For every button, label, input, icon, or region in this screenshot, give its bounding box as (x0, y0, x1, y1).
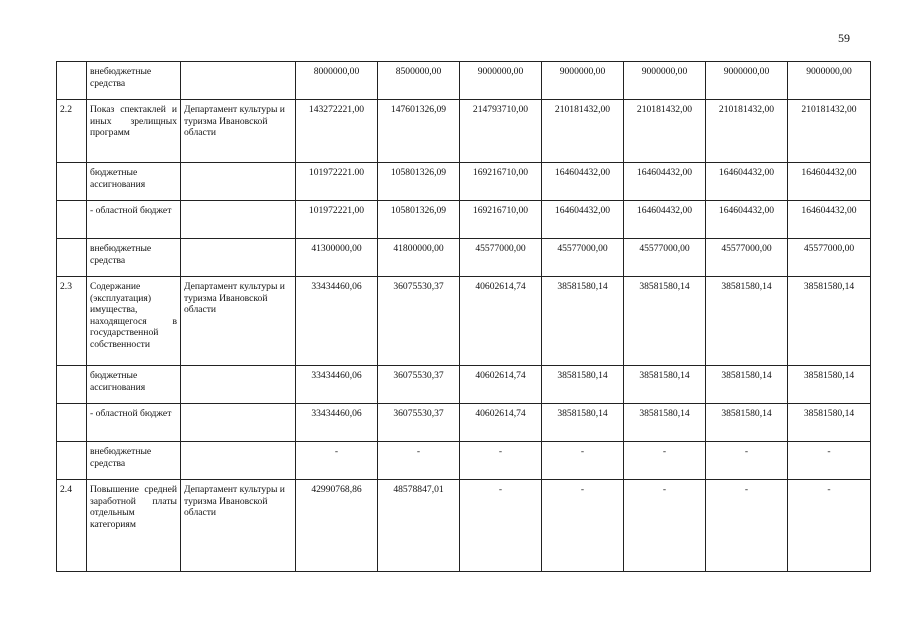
amount-cell: 101972221,00 (296, 201, 378, 239)
amount-cell: - (460, 442, 542, 480)
amount-cell: 45577000,00 (788, 239, 871, 277)
amount-cell: 38581580,14 (542, 404, 624, 442)
activity-name-cell: - областной бюджет (87, 404, 181, 442)
table-row (57, 100, 871, 163)
amount-cell: 164604432,00 (788, 163, 871, 201)
amount-cell: 9000000,00 (788, 62, 871, 100)
amount-cell: - (542, 480, 624, 572)
amount-cell: 8000000,00 (296, 62, 378, 100)
row-number-cell (57, 201, 87, 239)
amount-cell: 45577000,00 (542, 239, 624, 277)
amount-cell: 38581580,14 (624, 366, 706, 404)
amount-cell: - (788, 442, 871, 480)
table-row (57, 239, 871, 277)
responsible-cell (181, 62, 296, 100)
amount-cell: 169216710,00 (460, 163, 542, 201)
amount-cell: 33434460,06 (296, 366, 378, 404)
amount-cell: 143272221,00 (296, 100, 378, 163)
amount-cell: 36075530,37 (378, 277, 460, 366)
amount-cell: 9000000,00 (542, 62, 624, 100)
amount-cell: 42990768,86 (296, 480, 378, 572)
row-number-cell: 2.3 (57, 277, 87, 366)
amount-cell: 210181432,00 (542, 100, 624, 163)
row-number-cell (57, 163, 87, 201)
amount-cell: 38581580,14 (706, 277, 788, 366)
activity-name-cell: Показ спектаклей и иных зрелищных программ (87, 100, 181, 163)
amount-cell: 38581580,14 (706, 404, 788, 442)
table-body (57, 62, 871, 572)
amount-cell: 101972221.00 (296, 163, 378, 201)
table-row (57, 163, 871, 201)
amount-cell: 214793710,00 (460, 100, 542, 163)
row-number-cell (57, 404, 87, 442)
amount-cell: - (788, 480, 871, 572)
page-number: 59 (838, 31, 850, 45)
amount-cell: 38581580,14 (706, 366, 788, 404)
amount-cell: 169216710,00 (460, 201, 542, 239)
table-row (57, 366, 871, 404)
amount-cell: 9000000,00 (460, 62, 542, 100)
amount-cell: 8500000,00 (378, 62, 460, 100)
table-row (57, 62, 871, 100)
amount-cell: 210181432,00 (624, 100, 706, 163)
amount-cell: 164604432,00 (788, 201, 871, 239)
row-number-cell (57, 442, 87, 480)
row-number-cell (57, 239, 87, 277)
amount-cell: 36075530,37 (378, 366, 460, 404)
responsible-cell: Департамент культуры и туризма Ивановской области (181, 480, 296, 572)
amount-cell: 41300000,00 (296, 239, 378, 277)
amount-cell: 45577000,00 (460, 239, 542, 277)
activity-name-cell: внебюджетные средства (87, 442, 181, 480)
activity-name-cell: бюджетные ассигнования (87, 366, 181, 404)
amount-cell: 38581580,14 (542, 277, 624, 366)
amount-cell: - (460, 480, 542, 572)
activity-name-cell: внебюджетные средства (87, 62, 181, 100)
table-row (57, 404, 871, 442)
amount-cell: - (624, 480, 706, 572)
responsible-cell (181, 163, 296, 201)
row-number-cell: 2.2 (57, 100, 87, 163)
budget-table (56, 61, 871, 572)
responsible-cell (181, 239, 296, 277)
amount-cell: - (378, 442, 460, 480)
activity-name-cell: Содержание (эксплуатация) имущества, находящегося в государственной собственности (87, 277, 181, 366)
amount-cell: 40602614,74 (460, 404, 542, 442)
amount-cell: - (706, 442, 788, 480)
amount-cell: 40602614,74 (460, 366, 542, 404)
table-row (57, 277, 871, 366)
amount-cell: 164604432,00 (706, 201, 788, 239)
row-number-cell: 2.4 (57, 480, 87, 572)
amount-cell: - (706, 480, 788, 572)
responsible-cell (181, 442, 296, 480)
activity-name-cell: Повышение средней заработной платы отдельным категориям (87, 480, 181, 572)
table-row (57, 442, 871, 480)
amount-cell: 48578847,01 (378, 480, 460, 572)
amount-cell: 147601326,09 (378, 100, 460, 163)
amount-cell: 164604432,00 (706, 163, 788, 201)
amount-cell: 36075530,37 (378, 404, 460, 442)
responsible-cell (181, 201, 296, 239)
amount-cell: - (624, 442, 706, 480)
responsible-cell: Департамент культуры и туризма Ивановской области (181, 100, 296, 163)
amount-cell: 45577000,00 (706, 239, 788, 277)
table-row (57, 201, 871, 239)
amount-cell: 9000000,00 (624, 62, 706, 100)
amount-cell: 105801326,09 (378, 201, 460, 239)
row-number-cell (57, 62, 87, 100)
amount-cell: 40602614,74 (460, 277, 542, 366)
amount-cell: 38581580,14 (624, 404, 706, 442)
amount-cell: 38581580,14 (788, 277, 871, 366)
amount-cell: 164604432,00 (624, 201, 706, 239)
amount-cell: 164604432,00 (542, 163, 624, 201)
amount-cell: 45577000,00 (624, 239, 706, 277)
responsible-cell: Департамент культуры и туризма Ивановской области (181, 277, 296, 366)
amount-cell: 38581580,14 (788, 366, 871, 404)
amount-cell: 41800000,00 (378, 239, 460, 277)
amount-cell: 33434460,06 (296, 277, 378, 366)
amount-cell: - (296, 442, 378, 480)
table-row (57, 480, 871, 572)
amount-cell: 33434460,06 (296, 404, 378, 442)
amount-cell: 38581580,14 (542, 366, 624, 404)
amount-cell: 164604432,00 (542, 201, 624, 239)
responsible-cell (181, 366, 296, 404)
amount-cell: 210181432,00 (706, 100, 788, 163)
amount-cell: - (542, 442, 624, 480)
amount-cell: 164604432,00 (624, 163, 706, 201)
activity-name-cell: - областной бюджет (87, 201, 181, 239)
amount-cell: 38581580,14 (624, 277, 706, 366)
amount-cell: 9000000,00 (706, 62, 788, 100)
row-number-cell (57, 366, 87, 404)
activity-name-cell: внебюджетные средства (87, 239, 181, 277)
amount-cell: 105801326,09 (378, 163, 460, 201)
activity-name-cell: бюджетные ассигнования (87, 163, 181, 201)
responsible-cell (181, 404, 296, 442)
amount-cell: 210181432,00 (788, 100, 871, 163)
amount-cell: 38581580,14 (788, 404, 871, 442)
